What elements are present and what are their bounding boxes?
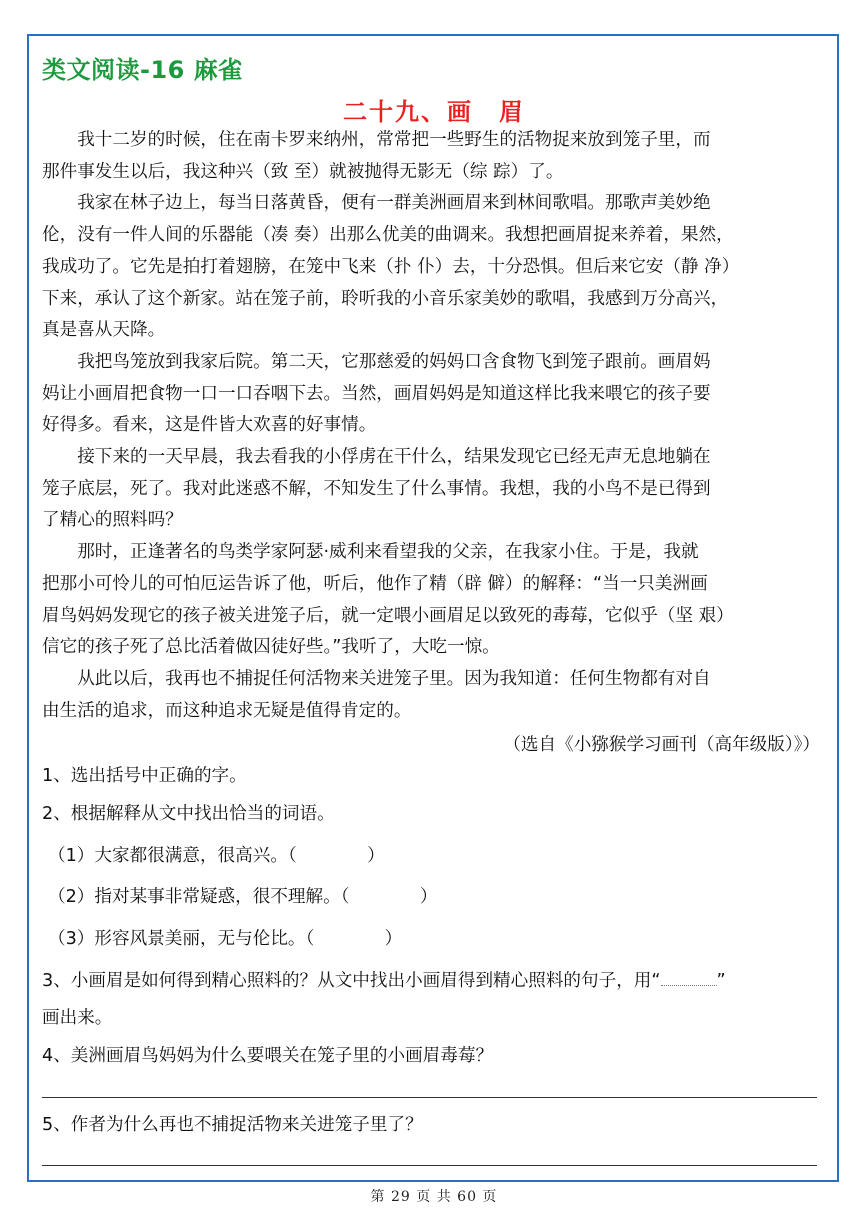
question-3-text: 3、小画眉是如何得到精心照料的？从文中找出小画眉得到精心照料的句子，用“ [42, 971, 661, 991]
answer-line [42, 1165, 817, 1166]
text-line: 那件事发生以后，我这种兴（致 至）就被抛得无影无（综 踪）了。 [42, 161, 564, 182]
wavy-underline-mark [661, 973, 717, 986]
text-line: 我把鸟笼放到我家后院。第二天，它那慈爱的妈妈口含食物飞到笼子跟前。画眉妈 [77, 351, 711, 372]
article-body [42, 125, 822, 727]
paragraph [42, 347, 822, 442]
question-2-2: （2）指对某事非常疑惑，很不理解。（ ） [48, 887, 438, 907]
text-line: 笼子底层，死了。我对此迷惑不解，不知发生了什么事情。我想，我的小鸟不是已得到 [42, 478, 711, 499]
text-line: 接下来的一天早晨，我去看我的小俘虏在干什么，结果发现它已经无声无息地躺在 [77, 447, 711, 468]
text-line: 伦，没有一件人间的乐器能（凑 奏）出那么优美的曲调来。我想把画眉捉来养着，果然， [42, 225, 734, 246]
text-line: 眉鸟妈妈发现它的孩子被关进笼子后，就一定喂小画眉足以致死的毒莓，它似乎（坚 艰） [42, 605, 734, 626]
text-line: 真是喜从天降。 [42, 320, 166, 341]
answer-line [42, 1097, 817, 1098]
text-line: 我十二岁的时候，住在南卡罗来纳州，常常把一些野生的活物捉来放到笼子里，而 [77, 130, 711, 150]
paragraph [42, 188, 822, 347]
text-line: 我成功了。它先是拍打着翅膀，在笼中飞来（扑 仆）去，十分恐惧。但后来它安（静 净） [42, 256, 740, 277]
source-citation: （选自《小猕猴学习画刊（高年级版）》） [503, 735, 820, 755]
paragraph [42, 442, 822, 537]
text-line: 由生活的追求，而这种追求无疑是值得肯定的。 [42, 700, 412, 721]
series-title: 类文阅读-16 麻雀 [42, 56, 243, 84]
text-line: 好得多。看来，这是件皆大欢喜的好事情。 [42, 415, 377, 436]
question-4: 4、美洲画眉鸟妈妈为什么要喂关在笼子里的小画眉毒莓？ [42, 1046, 494, 1066]
question-3-quote-close: ” [716, 971, 726, 991]
text-line: 我家在林子边上，每当日落黄昏，便有一群美洲画眉来到林间歌唱。那歌声美妙绝 [77, 193, 711, 214]
question-3-cont: 画出来。 [42, 1008, 113, 1028]
question-2-1: （1）大家都很满意，很高兴。（ ） [48, 846, 385, 866]
text-line: 妈让小画眉把食物一口一口吞咽下去。当然，画眉妈妈是知道这样比我来喂它的孩子要 [42, 383, 711, 404]
paragraph [42, 537, 822, 664]
text-line: 那时，正逢著名的鸟类学家阿瑟·威利来看望我的父亲，在我家小住。于是，我就 [77, 542, 699, 563]
question-2: 2、根据解释从文中找出恰当的词语。 [42, 804, 335, 824]
page-footer: 第 29 页 共 60 页 [370, 1189, 498, 1205]
question-5: 5、作者为什么再也不捕捉活物来关进笼子里了？ [42, 1115, 423, 1135]
text-line: 把那小可怜儿的可怕厄运告诉了他，听后，他作了精（辟 僻）的解释：“当一只美洲画 [42, 573, 708, 594]
paragraph [42, 125, 822, 188]
question-2-3: （3）形容风景美丽，无与伦比。（ ） [48, 929, 403, 949]
question-1: 1、选出括号中正确的字。 [42, 766, 247, 786]
paragraph [42, 664, 822, 727]
text-line: 了精心的照料吗？ [42, 510, 183, 531]
text-line: 从此以后，我再也不捕捉任何活物来关进笼子里。因为我知道：任何生物都有对自 [77, 668, 711, 689]
text-line: 信它的孩子死了总比活着做囚徒好些。”我听了，大吃一惊。 [42, 637, 500, 658]
question-3 [42, 967, 726, 992]
article-title: 二十九、画 眉 [343, 98, 525, 126]
text-line: 下来，承认了这个新家。站在笼子前，聆听我的小音乐家美妙的歌唱，我感到万分高兴， [42, 288, 729, 309]
